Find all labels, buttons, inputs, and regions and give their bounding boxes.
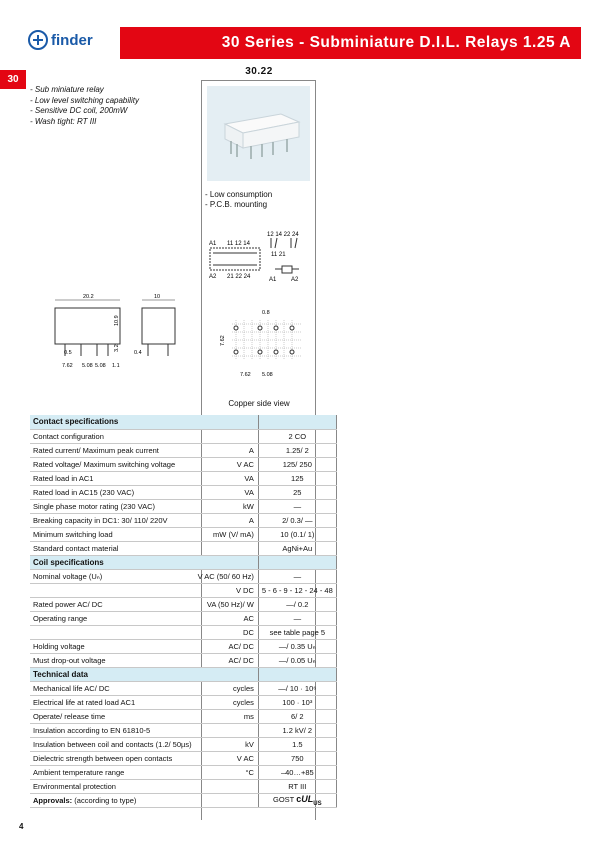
section-header	[30, 667, 336, 681]
spec-label: Standard contact material	[30, 541, 195, 555]
dimension-drawing	[50, 292, 185, 372]
spec-label: Dielectric strength between open contacts	[30, 751, 195, 765]
spec-label: Nominal voltage (Uₙ)	[30, 569, 195, 583]
spec-label: Rated power AC/ DC	[30, 597, 195, 611]
spec-value: see table page 5	[258, 625, 336, 639]
spec-unit: ms	[195, 709, 259, 723]
wiring-schematic	[205, 228, 313, 288]
dim-label: 10.9	[114, 315, 120, 326]
spec-unit: VA (50 Hz)/ W	[195, 597, 259, 611]
spec-row	[30, 597, 336, 611]
dim-label: 3.2	[114, 344, 120, 352]
ul-mark-icon: cUL$_{US}$	[296, 793, 322, 807]
dim-label: 1.1	[112, 363, 120, 369]
feature-item: - Sub miniature relay	[30, 85, 104, 94]
spec-unit	[195, 541, 259, 555]
spec-unit: AC/ DC	[195, 639, 259, 653]
schem-label: A2	[291, 277, 299, 283]
feature-list	[30, 85, 139, 127]
spec-label: Ambient temperature range	[30, 765, 195, 779]
spec-row	[30, 723, 336, 737]
spec-label: Rated load in AC15 (230 VAC)	[30, 485, 195, 499]
spec-label	[30, 583, 195, 597]
spec-row	[30, 583, 336, 597]
feature-item: - Wash tight: RT III	[30, 116, 97, 126]
spec-label: Rated load in AC1	[30, 471, 195, 485]
section-header	[30, 415, 336, 429]
spec-value: 25	[258, 485, 336, 499]
spec-label: Minimum switching load	[30, 527, 195, 541]
brand-name: finder	[51, 31, 93, 49]
spec-unit: V AC (50/ 60 Hz)	[195, 569, 259, 583]
schem-label: A1	[209, 241, 217, 247]
spec-row	[30, 639, 336, 653]
model-features	[205, 190, 272, 210]
schem-label: 21 22 24	[227, 274, 251, 280]
spec-row	[30, 625, 336, 639]
spec-value: —/ 0.2	[258, 597, 336, 611]
spec-label: Mechanical life AC/ DC	[30, 681, 195, 695]
spec-row	[30, 429, 336, 443]
schem-label: A1	[269, 277, 277, 283]
spec-value: 750	[258, 751, 336, 765]
dim-label: 5.08	[82, 363, 93, 369]
approvals-label: Approvals:	[33, 795, 73, 805]
spec-unit: °C	[195, 765, 259, 779]
spec-row	[30, 709, 336, 723]
feature-item: - Low level switching capability	[30, 95, 139, 105]
schem-label: 12 14 22 24	[267, 232, 299, 238]
spec-value: 5 - 6 - 9 - 12 - 24 - 48	[258, 583, 336, 597]
spec-unit: V AC	[195, 751, 259, 765]
model-feature-item: - P.C.B. mounting	[205, 200, 268, 209]
pcb-label: 5.08	[262, 372, 273, 378]
spec-label: Operate/ release time	[30, 709, 195, 723]
spec-row	[30, 569, 336, 583]
spec-row	[30, 765, 336, 779]
spec-unit: A	[195, 443, 259, 457]
approvals-row	[30, 793, 336, 807]
feature-item: - Sensitive DC coil, 200mW	[30, 106, 128, 115]
page-title: 30 Series - Subminiature D.I.L. Relays 1.25 A	[120, 27, 581, 59]
spec-row	[30, 751, 336, 765]
spec-unit: AC/ DC	[195, 653, 259, 667]
spec-value: 2 CO	[258, 429, 336, 443]
spec-row	[30, 695, 336, 709]
approval-gost: GOST	[273, 794, 295, 804]
spec-unit	[195, 723, 259, 737]
spec-row	[30, 779, 336, 793]
spec-row	[30, 443, 336, 457]
spec-unit: mW (V/ mA)	[195, 527, 259, 541]
model-feature-item: - Low consumption	[205, 190, 273, 199]
spec-row	[30, 611, 336, 625]
spec-unit: DC	[195, 625, 259, 639]
spec-unit: kV	[195, 737, 259, 751]
spec-value: –40…+85	[258, 765, 336, 779]
spec-label: Electrical life at rated load AC1	[30, 695, 195, 709]
spec-value: 10 (0.1/ 1)	[258, 527, 336, 541]
pcb-layout	[218, 306, 308, 388]
spec-unit: cycles	[195, 681, 259, 695]
spec-row	[30, 653, 336, 667]
spec-unit: V DC	[195, 583, 259, 597]
spec-label: Contact configuration	[30, 429, 195, 443]
schem-label: 11 21	[271, 252, 286, 258]
dim-label: 0.4	[134, 350, 142, 356]
spec-value: 125	[258, 471, 336, 485]
finder-logo-icon	[28, 30, 48, 50]
dim-label: 0.5	[64, 350, 72, 356]
spec-label: Environmental protection	[30, 779, 195, 793]
spec-value: —	[258, 499, 336, 513]
pcb-label: 7.62	[220, 335, 226, 346]
dim-label: 10	[154, 294, 161, 300]
spec-label: Holding voltage	[30, 639, 195, 653]
spec-label: Operating range	[30, 611, 195, 625]
spec-unit: VA	[195, 485, 259, 499]
spec-value: 100 · 10³	[258, 695, 336, 709]
model-name: 30.22	[245, 66, 273, 77]
spec-value: RT III	[258, 779, 336, 793]
spec-label	[30, 625, 195, 639]
spec-label: Single phase motor rating (230 VAC)	[30, 499, 195, 513]
section-header	[30, 555, 336, 569]
copper-caption: Copper side view	[228, 399, 290, 408]
spec-unit: kW	[195, 499, 259, 513]
spec-value: 6/ 2	[258, 709, 336, 723]
spec-unit: V AC	[195, 457, 259, 471]
spec-row	[30, 737, 336, 751]
spec-value: 1.2 kV/ 2	[258, 723, 336, 737]
spec-label: Breaking capacity in DC1: 30/ 110/ 220V	[30, 513, 195, 527]
section-title: Contact specifications	[30, 415, 258, 429]
pcb-label: 7.62	[240, 372, 251, 378]
spec-label: Insulation according to EN 61810-5	[30, 723, 195, 737]
spec-unit	[195, 779, 259, 793]
spec-value: AgNi+Au	[258, 541, 336, 555]
section-title: Coil specifications	[30, 555, 258, 569]
spec-label: Must drop-out voltage	[30, 653, 195, 667]
spec-row	[30, 485, 336, 499]
schem-label: A2	[209, 274, 217, 280]
relay-photo	[207, 86, 310, 181]
spec-value: —/ 0.05 Uₙ	[258, 653, 336, 667]
spec-value: —/ 0.35 Uₙ	[258, 639, 336, 653]
dim-label: 20.2	[83, 294, 94, 300]
spec-row	[30, 541, 336, 555]
page-number: 4	[19, 822, 24, 831]
spec-value: 1.5	[258, 737, 336, 751]
spec-value: —/ 10 · 10⁶	[258, 681, 336, 695]
spec-row	[30, 513, 336, 527]
spec-label: Rated current/ Maximum peak current	[30, 443, 195, 457]
spec-unit: A	[195, 513, 259, 527]
spec-table	[30, 415, 337, 808]
spec-value: —	[258, 569, 336, 583]
series-tab: 30	[0, 70, 26, 89]
pcb-label: 0.8	[262, 310, 270, 316]
spec-value: —	[258, 611, 336, 625]
spec-unit: AC	[195, 611, 259, 625]
spec-row	[30, 499, 336, 513]
spec-row	[30, 681, 336, 695]
spec-label: Rated voltage/ Maximum switching voltage	[30, 457, 195, 471]
section-title: Technical data	[30, 667, 258, 681]
spec-unit	[195, 429, 259, 443]
spec-row	[30, 471, 336, 485]
finder-logo	[28, 30, 93, 50]
approvals-note: (according to type)	[74, 795, 137, 805]
dim-label: 7.62	[62, 363, 73, 369]
spec-value: 125/ 250	[258, 457, 336, 471]
spec-value: 1.25/ 2	[258, 443, 336, 457]
spec-unit: VA	[195, 471, 259, 485]
spec-label: Insulation between coil and contacts (1.2/ 50µs)	[30, 737, 195, 751]
spec-row	[30, 527, 336, 541]
spec-value: 2/ 0.3/ —	[258, 513, 336, 527]
spec-unit: cycles	[195, 695, 259, 709]
spec-row	[30, 457, 336, 471]
dim-label: 5.08	[95, 363, 106, 369]
schem-label: 11 12 14	[227, 241, 250, 247]
